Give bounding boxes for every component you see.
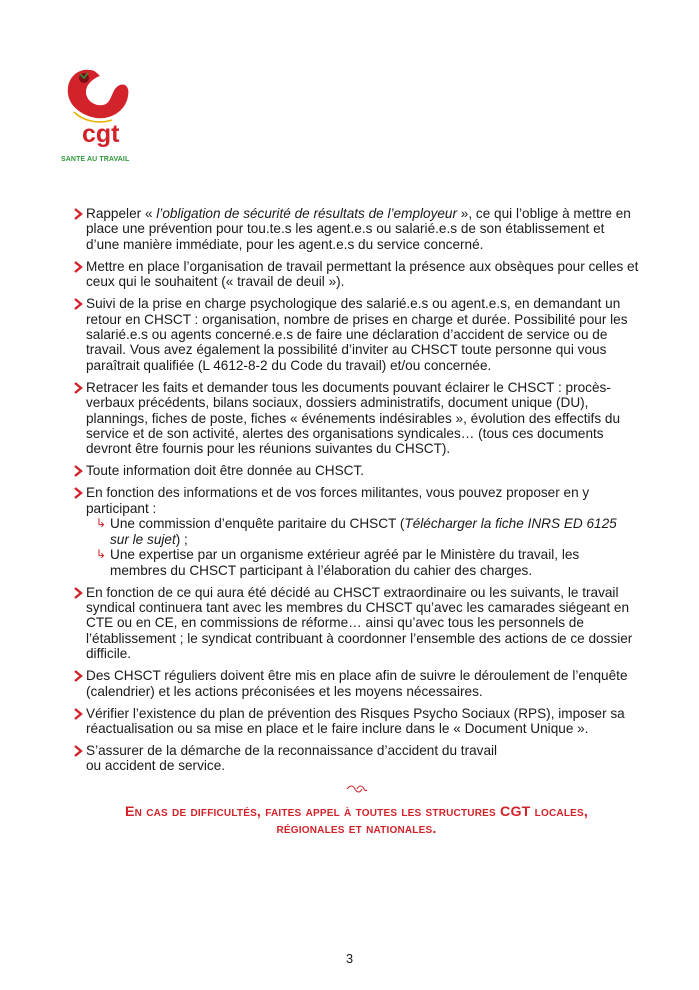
sub-item: ↳ Une commission d’enquête paritaire du CHSCT (Télécharger la fiche INRS ED 6125 sur le sujet) ; (96, 516, 617, 547)
chevron-right-icon (74, 745, 83, 757)
arrow-right-icon: ↳ (96, 547, 107, 562)
list-item: Des CHSCT réguliers doivent être mis en place afin de suivre le déroulement de l’enquête (calendrier) et les actions préconisées et les moyens nécessaires. (74, 668, 639, 699)
list-item: En fonction de ce qui aura été décidé au CHSCT extraordinaire ou les suivants, le travail syndical continuera tant avec les membres du CHSCT qu’avec les camarades siégeant en CTE ou en CE, en commissions de réforme… ainsi qu’avec tous les personnels de l’établissement ; le syndicat contribuant à coordonner l’ensemble des actions de ce dossier difficile. (74, 585, 639, 662)
list-item: Retracer les faits et demander tous les documents pouvant éclairer le CHSCT : procès-verbaux précédents, bilans sociaux, dossiers administratifs, document unique (DU), plannings, fiches de poste, fiches « événements indésirables », évolution des effectifs du service et de son activité, alertes des organisations syndicales… (tous ces documents devront être fournis pour les réunions suivantes du CHSCT). (74, 380, 639, 457)
arrow-right-icon: ↳ (96, 516, 107, 531)
list-item: En fonction des informations et de vos forces militantes, vous pouvez proposer en y participant : ↳ Une commission d’enquête paritaire du CHSCT (Télécharger la fiche INRS ED 6125 sur le sujet) ; ↳ Une expertise par un organisme extérieur agréé par le Ministère du travail, les membres du CHSCT participant à l’élaboration du cahier des charges. (74, 485, 639, 577)
chevron-right-icon (74, 670, 83, 682)
section-label: SANTE AU TRAVAIL (61, 156, 130, 163)
sub-item: ↳ Une expertise par un organisme extérieur agréé par le Ministère du travail, les membres du CHSCT participant à l’élaboration du cahier des charges. (96, 547, 580, 578)
chevron-right-icon (74, 587, 83, 599)
cgt-logo (60, 62, 140, 162)
chevron-right-icon (74, 487, 83, 499)
list-item: Toute information doit être donnée au CHSCT. (74, 463, 639, 478)
content (74, 206, 639, 838)
chevron-right-icon (74, 298, 83, 310)
page-number: 3 (345, 951, 354, 966)
list-item: Vérifier l’existence du plan de prévention des Risques Psycho Sociaux (RPS), imposer sa réactualisation ou sa mise en place et le faire inclure dans le « Document Unique ». (74, 706, 639, 737)
list-item: Rappeler « l’obligation de sécurité de résultats de l’employeur », ce qui l’oblige à mettre en place une prévention pour tou.te.s les agent.e.s ou salarié.e.s de son établissement et d’une manière immédiate, pour les agent.e.s du service concerné. (74, 206, 639, 252)
list-item: Mettre en place l’organisation de travail permettant la présence aux obsèques pour celles et ceux qui le souhaitent (« travail de deuil »). (74, 259, 639, 290)
ornament-icon (74, 780, 639, 798)
chevron-right-icon (74, 382, 83, 394)
call-to-action: En cas de difficultés, faites appel à toutes les structures CGT locales, régionales et nationales. (124, 804, 589, 838)
cgt-logo-text: cgt (82, 120, 120, 148)
list-item: S’assurer de la démarche de la reconnaissance d’accident du travail ou accident de service. (74, 743, 639, 774)
cgt-logo-icon (60, 62, 140, 162)
chevron-right-icon (74, 708, 83, 720)
list-item: Suivi de la prise en charge psychologique des salarié.e.s ou agent.e.s, en demandant un retour en CHSCT : organisation, nombre de prises en charge et durée. Possibilité pour les salarié.e.s ou agents concerné.e.s de faire une déclaration d’accident de service ou de travail. Vous avez également la possibilité d’inviter au CHSCT toute personne qui vous paraîtrait qualifiée (L 4612-8-2 du Code du travail) et/ou concernée. (74, 296, 639, 373)
chevron-right-icon (74, 465, 83, 477)
chevron-right-icon (74, 261, 83, 273)
chevron-right-icon (74, 208, 83, 220)
